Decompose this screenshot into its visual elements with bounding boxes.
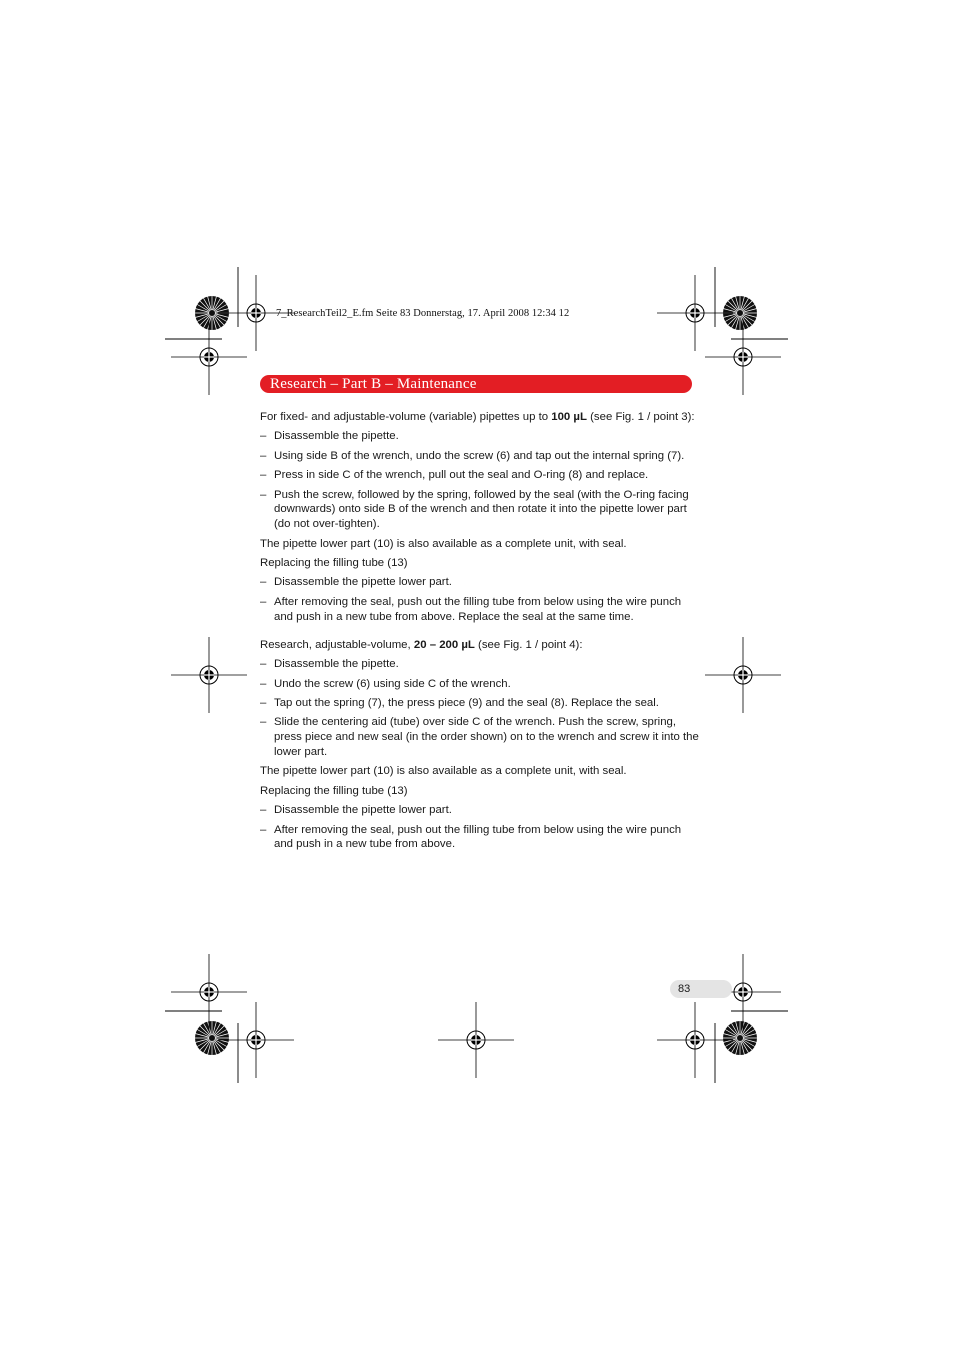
intro-paragraph: Research, adjustable-volume, 20 – 200 µL (see Fig. 1 / point 4): <box>260 638 583 651</box>
registration-mark-icon <box>657 275 733 351</box>
list-item: – After removing the seal, push out the filling tube from below using the wire punch and push in a new tube from above. <box>260 823 682 851</box>
registration-mark-icon <box>705 319 781 395</box>
list-item: – Disassemble the pipette. <box>260 430 399 443</box>
intro-paragraph: For fixed- and adjustable-volume (variable) pipettes up to 100 µL (see Fig. 1 / point 3): <box>260 411 695 423</box>
page-number-tab <box>670 980 732 998</box>
list-item: – Disassemble the pipette. <box>260 658 399 671</box>
subheading: Replacing the filling tube (13) <box>260 556 408 569</box>
registration-mark-icon <box>438 1002 514 1078</box>
page-number: 83 <box>678 983 691 995</box>
subheading: Replacing the filling tube (13) <box>260 784 408 797</box>
note-paragraph: The pipette lower part (10) is also available as a complete unit, with seal. <box>260 765 627 778</box>
star-target-icon <box>723 1021 757 1055</box>
section-title: Research – Part B – Maintenance <box>270 376 477 392</box>
spacer <box>260 629 700 638</box>
registration-mark-icon <box>657 1002 733 1078</box>
registration-mark-icon <box>218 1002 294 1078</box>
document-body <box>260 410 700 857</box>
list-item: – Undo the screw (6) using side C of the wrench. <box>260 677 511 690</box>
list-item: – Press in side C of the wrench, pull out the seal and O-ring (8) and replace. <box>260 469 649 482</box>
star-target-icon <box>195 1021 229 1055</box>
list-item: – Disassemble the pipette lower part. <box>260 804 452 817</box>
list-item: – Push the screw, followed by the spring, followed by the seal (with the O-ring facing downwards) onto side B of the wrench and then rotate it into the pipette lower part (do not over-tighten). <box>260 488 689 531</box>
list-item: – Tap out the spring (7), the press piece (9) and the seal (8). Replace the seal. <box>260 697 659 710</box>
list-item: – After removing the seal, push out the filling tube from below using the wire punch and push in a new tube from above. Replace the seal at the same time. <box>260 595 682 623</box>
registration-mark-icon <box>171 319 247 395</box>
print-slug: 7_ResearchTeil2_E.fm Seite 83 Donnerstag, 17. April 2008 12:34 12 <box>276 308 570 319</box>
list-item: – Disassemble the pipette lower part. <box>260 576 452 589</box>
section-header-bar <box>260 375 692 393</box>
registration-mark-icon <box>705 637 781 713</box>
list-item: – Using side B of the wrench, undo the screw (6) and tap out the internal spring (7). <box>260 449 685 462</box>
registration-mark-icon <box>171 637 247 713</box>
note-paragraph: The pipette lower part (10) is also available as a complete unit, with seal. <box>260 537 627 550</box>
registration-mark-icon <box>171 954 247 1030</box>
list-item: – Slide the centering aid (tube) over side C of the wrench. Push the screw, spring, press piece and new seal (in the order shown) on to the wrench and screw it into the lower part. <box>260 716 699 759</box>
